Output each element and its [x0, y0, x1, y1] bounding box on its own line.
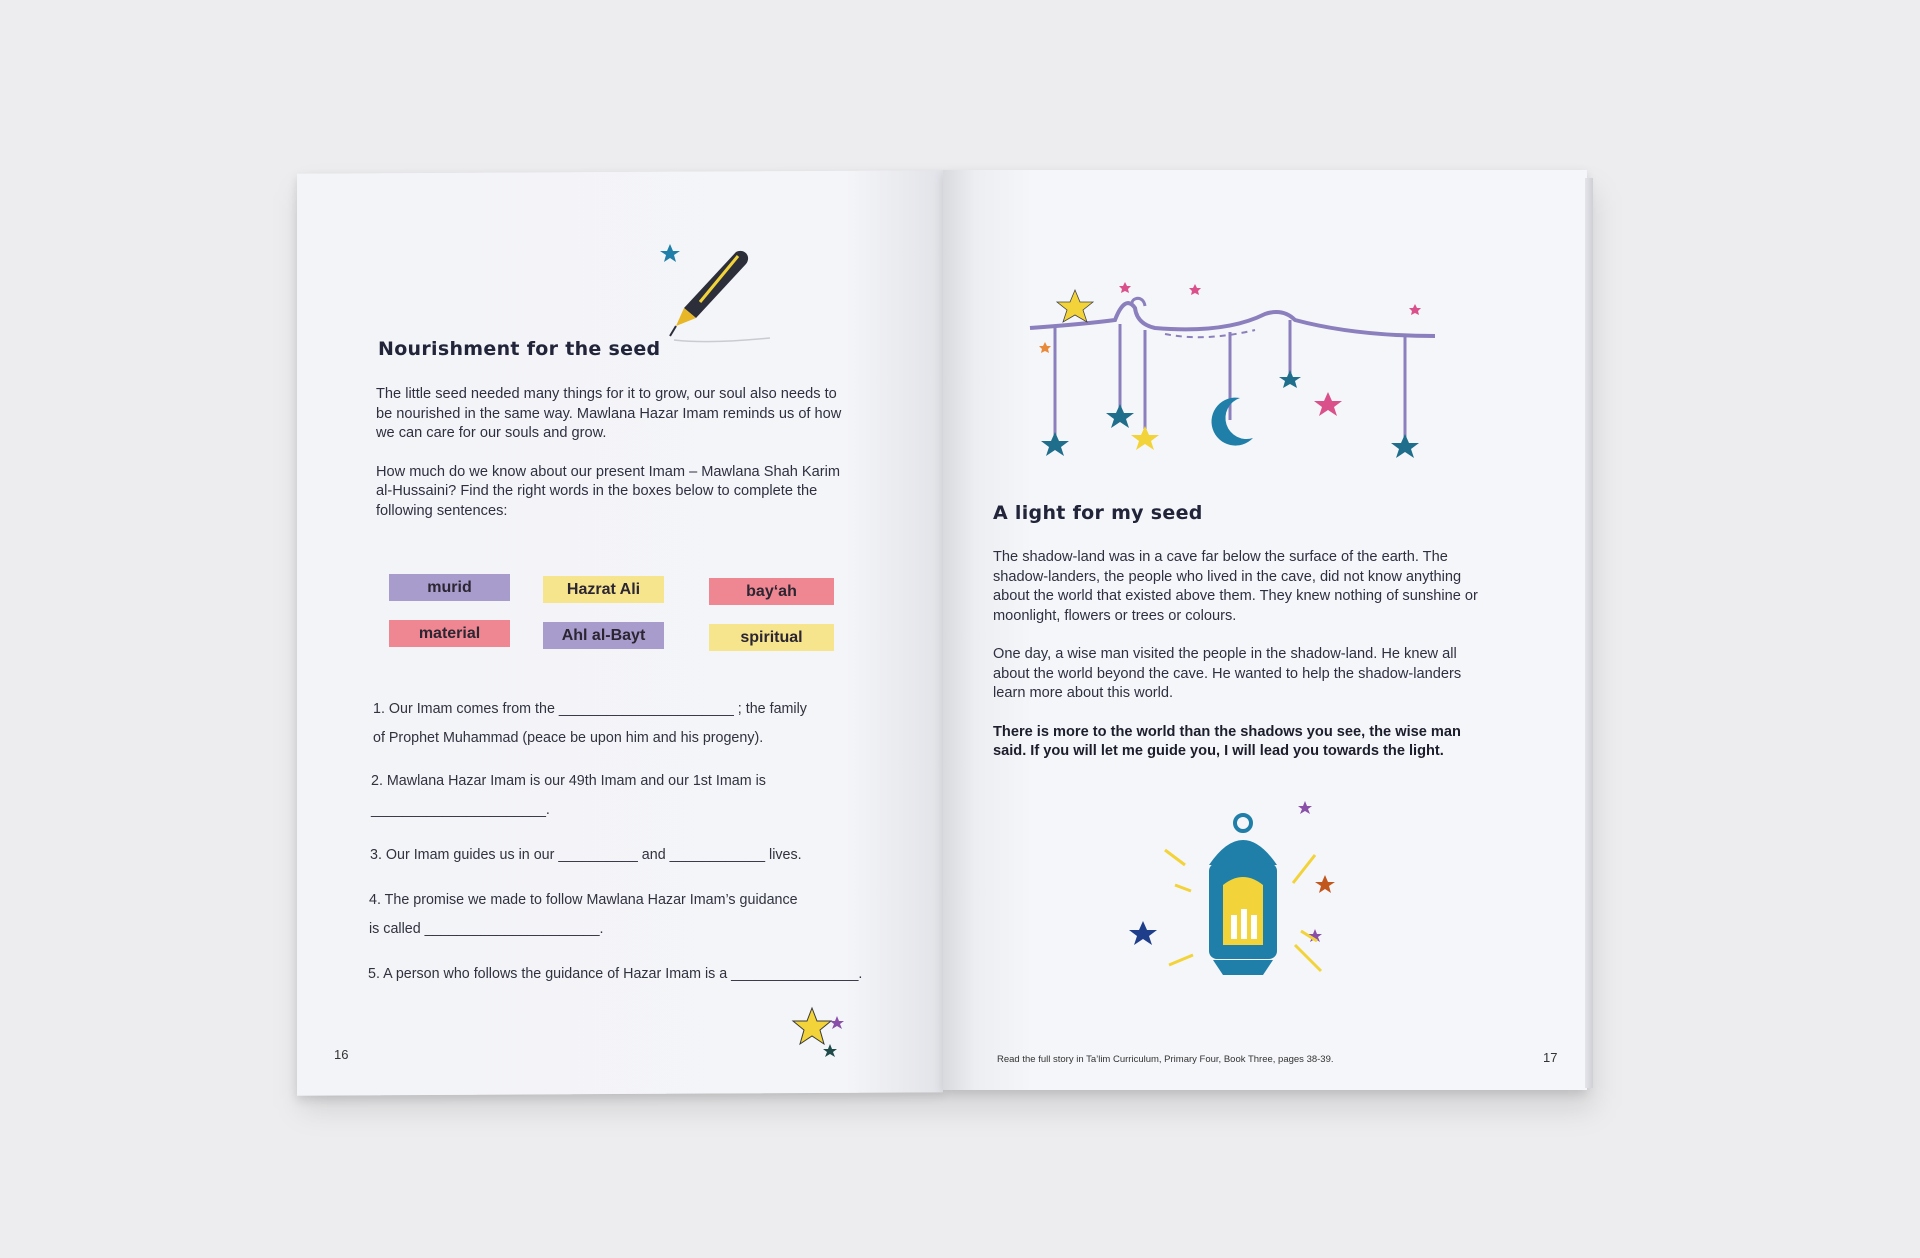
crescent-moon-icon — [1212, 398, 1253, 446]
intro-text: The little seed needed many things for it to grow, our soul also needs to be nourished in the same way. Mawlana Hazar Imam reminds us of how we can care for our souls and grow. — [376, 386, 842, 441]
question-1 — [373, 695, 853, 753]
word-box-murid: murid — [389, 574, 510, 601]
question-3 — [370, 841, 850, 870]
question-1-line1: 1. Our Imam comes from the ______________________ ; the family — [373, 701, 807, 717]
question-4 — [369, 886, 849, 944]
question-intro-text: How much do we know about our present Imam – Mawlana Shah Karim al-Hussaini? Find the right words in the boxes below to complete the following sentences: — [376, 463, 840, 519]
right-page-number: 17 — [1543, 1050, 1558, 1065]
word-box-spiritual: spiritual — [709, 624, 834, 651]
word-box-ahl-al-bayt: Ahl al-Bayt — [543, 622, 664, 649]
small-star-icon — [1039, 342, 1051, 353]
word-box-bayah: bay‘ah — [709, 578, 834, 605]
left-page-title: Nourishment for the seed — [378, 338, 661, 360]
right-page-title: A light for my seed — [993, 502, 1203, 524]
page-edge — [1585, 178, 1593, 1088]
small-star-icon — [1189, 284, 1201, 295]
garland-illustration — [1025, 280, 1445, 460]
stars-cluster-illustration — [790, 1006, 850, 1066]
story-quote: There is more to the world than the shadows you see, the wise man said. If you will let me guide you, I will lead you towards the light. — [993, 723, 1461, 759]
question-4-line1: 4. The promise we made to follow Mawlana Hazar Imam’s guidance — [369, 892, 798, 908]
pink-star-icon — [1314, 392, 1342, 416]
yellow-star-icon — [793, 1008, 831, 1044]
blue-star-icon — [1129, 921, 1157, 945]
right-story — [993, 548, 1483, 781]
hanging-star-icon — [1106, 404, 1134, 428]
question-2-line1: 2. Mawlana Hazar Imam is our 49th Imam and our 1st Imam is — [371, 773, 766, 789]
lantern-illustration — [1125, 795, 1365, 995]
small-star-icon — [1315, 875, 1335, 893]
hanging-star-icon — [1041, 432, 1069, 456]
word-box-material: material — [389, 620, 510, 647]
hanging-star-icon — [1279, 370, 1301, 388]
question-5 — [368, 960, 888, 989]
small-star-icon — [1298, 801, 1312, 814]
question-1-line2: of Prophet Muhammad (peace be upon him and his progeny). — [373, 730, 764, 746]
teal-star-icon — [823, 1044, 837, 1057]
hanging-star-icon — [1131, 426, 1159, 450]
question-5-line1: 5. A person who follows the guidance of Hazar Imam is a ________________. — [368, 966, 863, 982]
question-2-line2: ______________________. — [371, 802, 550, 818]
word-box-hazrat-ali: Hazrat Ali — [543, 576, 664, 603]
left-page-number: 16 — [334, 1047, 349, 1062]
story-paragraph-1: The shadow-land was in a cave far below the surface of the earth. The shadow-landers, the people who lived in the cave, did not know anything about the world that existed above them. They knew nothing of sunshine or moonlight, flowers or trees or colours. — [993, 549, 1478, 624]
story-paragraph-2: One day, a wise man visited the people in the shadow-land. He knew all about the world beyond the cave. He wanted to help the shadow-landers learn more about this world. — [993, 646, 1462, 701]
question-3-line1: 3. Our Imam guides us in our __________ and ____________ lives. — [370, 847, 802, 863]
question-4-line2: is called ______________________. — [369, 921, 604, 937]
small-star-icon — [1119, 282, 1131, 293]
left-intro — [376, 385, 856, 540]
hanging-star-icon — [1391, 434, 1419, 458]
question-2 — [371, 767, 851, 825]
footnote: Read the full story in Ta’lim Curriculum, Primary Four, Book Three, pages 38-39. — [997, 1054, 1334, 1065]
small-star-icon — [1409, 304, 1421, 315]
yellow-star-icon — [1057, 290, 1093, 322]
purple-star-icon — [830, 1016, 844, 1029]
small-star-icon — [660, 244, 680, 262]
fountain-pen-illustration — [640, 240, 780, 370]
